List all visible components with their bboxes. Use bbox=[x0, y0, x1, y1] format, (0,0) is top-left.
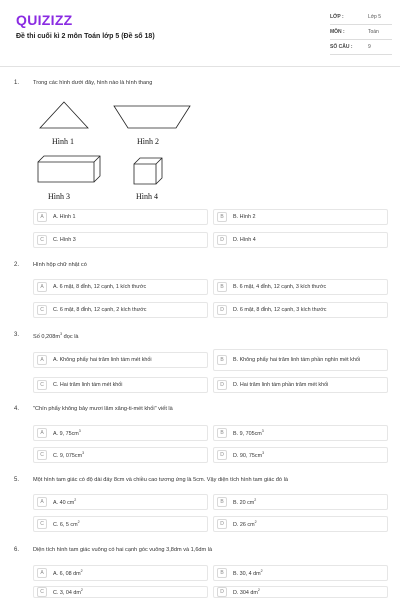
option-letter: C bbox=[37, 235, 47, 245]
option-letter: A bbox=[37, 282, 47, 292]
option-letter: C bbox=[37, 305, 47, 315]
answer-option-c[interactable] bbox=[33, 447, 208, 463]
answer-option-b[interactable] bbox=[213, 279, 388, 295]
exponent: 2 bbox=[77, 520, 80, 525]
option-text: B. Hình 2 bbox=[233, 214, 256, 220]
trapezoid-icon bbox=[112, 104, 192, 130]
meta-key: MÔN : bbox=[330, 29, 345, 35]
option-text: C. 6 mặt, 8 đỉnh, 12 cạnh, 2 kích thước bbox=[53, 307, 147, 313]
option-text: A. Hình 1 bbox=[53, 214, 76, 220]
question-text: "Chín phẩy không bảy mươi lăm xăng-ti-mét khối" viết là bbox=[33, 406, 173, 412]
option-letter: C bbox=[37, 587, 47, 597]
option-letter: D bbox=[217, 519, 227, 529]
option-value: B. 9, 705cm bbox=[233, 430, 262, 437]
option-letter: B bbox=[217, 497, 227, 507]
answer-option-c[interactable] bbox=[33, 302, 208, 318]
option-text bbox=[53, 588, 83, 596]
option-text bbox=[233, 498, 256, 506]
answer-option-a[interactable] bbox=[33, 494, 208, 510]
meta-key: SỐ CÂU : bbox=[330, 44, 353, 50]
option-text bbox=[233, 451, 264, 459]
option-letter: C bbox=[37, 519, 47, 529]
figure-label: Hình 2 bbox=[137, 137, 159, 146]
option-text bbox=[233, 520, 257, 528]
answer-option-c[interactable] bbox=[33, 516, 208, 532]
question-text: Hình hộp chữ nhật có bbox=[33, 262, 87, 268]
answer-option-b[interactable] bbox=[213, 349, 388, 371]
option-text bbox=[233, 588, 260, 596]
option-letter: C bbox=[37, 450, 47, 460]
option-value: C. 9, 075cm bbox=[53, 452, 83, 459]
exponent: 3 bbox=[82, 451, 85, 456]
figure-label: Hình 1 bbox=[52, 137, 74, 146]
option-letter: B bbox=[217, 355, 227, 365]
exponent: 3 bbox=[78, 429, 81, 434]
option-letter: A bbox=[37, 497, 47, 507]
option-text bbox=[233, 429, 264, 437]
answer-option-d[interactable] bbox=[213, 447, 388, 463]
option-letter: A bbox=[37, 568, 47, 578]
option-value: A. 40 cm bbox=[53, 499, 75, 506]
meta-key: LỚP : bbox=[330, 14, 344, 20]
option-letter: D bbox=[217, 235, 227, 245]
exponent: 2 bbox=[260, 569, 263, 574]
answer-option-d[interactable] bbox=[213, 516, 388, 532]
option-letter: B bbox=[217, 212, 227, 222]
triangle-icon bbox=[38, 100, 90, 130]
meta-value: Toán bbox=[368, 29, 379, 35]
option-text: B. Không phẩy hai trăm linh tám phần nghìn mét khối bbox=[233, 356, 361, 363]
option-letter: B bbox=[217, 568, 227, 578]
question-text: Một hình tam giác có độ dài đáy 8cm và chiều cao tương ứng là 5cm. Vậy diện tích hình tam giác đó là bbox=[33, 477, 288, 483]
answer-option-c[interactable] bbox=[33, 586, 208, 598]
option-text: D. Hai trăm linh tám phần trăm mét khối bbox=[233, 382, 329, 388]
option-text: D. Hình 4 bbox=[233, 237, 256, 243]
option-value: C. 3, 04 dm bbox=[53, 589, 81, 596]
answer-option-a[interactable] bbox=[33, 565, 208, 581]
option-text bbox=[53, 429, 81, 437]
option-text bbox=[53, 520, 80, 528]
option-letter: B bbox=[217, 282, 227, 292]
option-text bbox=[233, 569, 263, 577]
worksheet-meta bbox=[330, 10, 392, 55]
question-number: 4. bbox=[14, 406, 20, 412]
option-text bbox=[53, 569, 83, 577]
worksheet-header bbox=[0, 0, 400, 66]
option-value: C. 6, 5 cm bbox=[53, 521, 78, 528]
question-text-start: Số 0,208m bbox=[33, 333, 61, 340]
exponent: 2 bbox=[257, 588, 260, 593]
exponent: 2 bbox=[80, 588, 83, 593]
option-value: A. 9, 75cm bbox=[53, 430, 79, 437]
option-letter: D bbox=[217, 305, 227, 315]
option-letter: A bbox=[37, 428, 47, 438]
meta-value: Lớp 5 bbox=[368, 14, 382, 20]
figure-label: Hình 4 bbox=[136, 192, 158, 201]
answer-option-a[interactable] bbox=[33, 425, 208, 441]
option-letter: D bbox=[217, 587, 227, 597]
exponent: 2 bbox=[74, 498, 77, 503]
option-letter: C bbox=[37, 380, 47, 390]
meta-row-class bbox=[330, 10, 392, 25]
exponent: 2 bbox=[254, 498, 257, 503]
answer-option-b[interactable] bbox=[213, 209, 388, 225]
quizizz-logo[interactable]: QUIZIZZ bbox=[16, 12, 73, 28]
question-number: 6. bbox=[14, 547, 20, 553]
option-text: A. 6 mặt, 8 đỉnh, 12 cạnh, 1 kích thước bbox=[53, 284, 147, 290]
answer-option-c[interactable] bbox=[33, 377, 208, 393]
option-letter: A bbox=[37, 355, 47, 365]
exponent: 2 bbox=[254, 520, 257, 525]
question-text: Trong các hình dưới đây, hình nào là hình thang bbox=[33, 80, 153, 86]
option-text: A. Không phẩy hai trăm linh tám mét khối bbox=[53, 357, 152, 363]
option-letter: A bbox=[37, 212, 47, 222]
answer-option-d[interactable] bbox=[213, 302, 388, 318]
option-text: C. Hình 3 bbox=[53, 237, 76, 243]
option-letter: D bbox=[217, 380, 227, 390]
exponent: 3 bbox=[261, 429, 264, 434]
exponent: 3 bbox=[60, 332, 63, 336]
answer-option-d[interactable] bbox=[213, 232, 388, 248]
option-value: B. 30, 4 dm bbox=[233, 570, 261, 577]
rectangular-prism-icon bbox=[36, 154, 102, 184]
answer-option-a[interactable] bbox=[33, 209, 208, 225]
answer-option-a[interactable] bbox=[33, 352, 208, 368]
meta-value: 9 bbox=[368, 44, 371, 50]
question-text: Diện tích hình tam giác vuông có hai cạnh góc vuông 3,8dm và 1,6dm là bbox=[33, 547, 213, 553]
question-number: 1. bbox=[14, 80, 20, 86]
meta-row-question-count bbox=[330, 40, 392, 55]
question-number: 2. bbox=[14, 262, 20, 268]
answer-option-c[interactable] bbox=[33, 232, 208, 248]
option-text: B. 6 mặt, 4 đỉnh, 12 cạnh, 3 kích thước bbox=[233, 284, 327, 290]
option-text bbox=[53, 451, 84, 459]
option-letter: B bbox=[217, 428, 227, 438]
option-text: D. 6 mặt, 8 đỉnh, 12 cạnh, 3 kích thước bbox=[233, 307, 327, 313]
figure-label: Hình 3 bbox=[48, 192, 70, 201]
option-value: B. 20 cm bbox=[233, 499, 255, 506]
answer-option-d[interactable] bbox=[213, 586, 388, 598]
option-value: D. 90, 75cm bbox=[233, 452, 263, 459]
worksheet-title: Đề thi cuối kì 2 môn Toán lớp 5 (Đề số 18) bbox=[16, 33, 155, 40]
cube-icon bbox=[132, 156, 164, 186]
answer-option-d[interactable] bbox=[213, 377, 388, 393]
option-text bbox=[53, 498, 76, 506]
question-number: 5. bbox=[14, 477, 20, 483]
answer-option-a[interactable] bbox=[33, 279, 208, 295]
option-letter: D bbox=[217, 450, 227, 460]
header-divider bbox=[0, 66, 400, 67]
answer-option-b[interactable] bbox=[213, 565, 388, 581]
option-value: D. 26 cm bbox=[233, 521, 255, 528]
exponent: 3 bbox=[262, 451, 265, 456]
option-value: D. 304 dm bbox=[233, 589, 258, 596]
answer-option-b[interactable] bbox=[213, 425, 388, 441]
question-text-end: đọc là bbox=[62, 333, 79, 340]
option-value: A. 6, 08 dm bbox=[53, 570, 81, 577]
question-number: 3. bbox=[14, 332, 20, 338]
question-text bbox=[33, 332, 79, 340]
meta-row-subject bbox=[330, 25, 392, 40]
exponent: 2 bbox=[80, 569, 83, 574]
answer-option-b[interactable] bbox=[213, 494, 388, 510]
option-text: C. Hai trăm linh tám mét khối bbox=[53, 382, 123, 388]
